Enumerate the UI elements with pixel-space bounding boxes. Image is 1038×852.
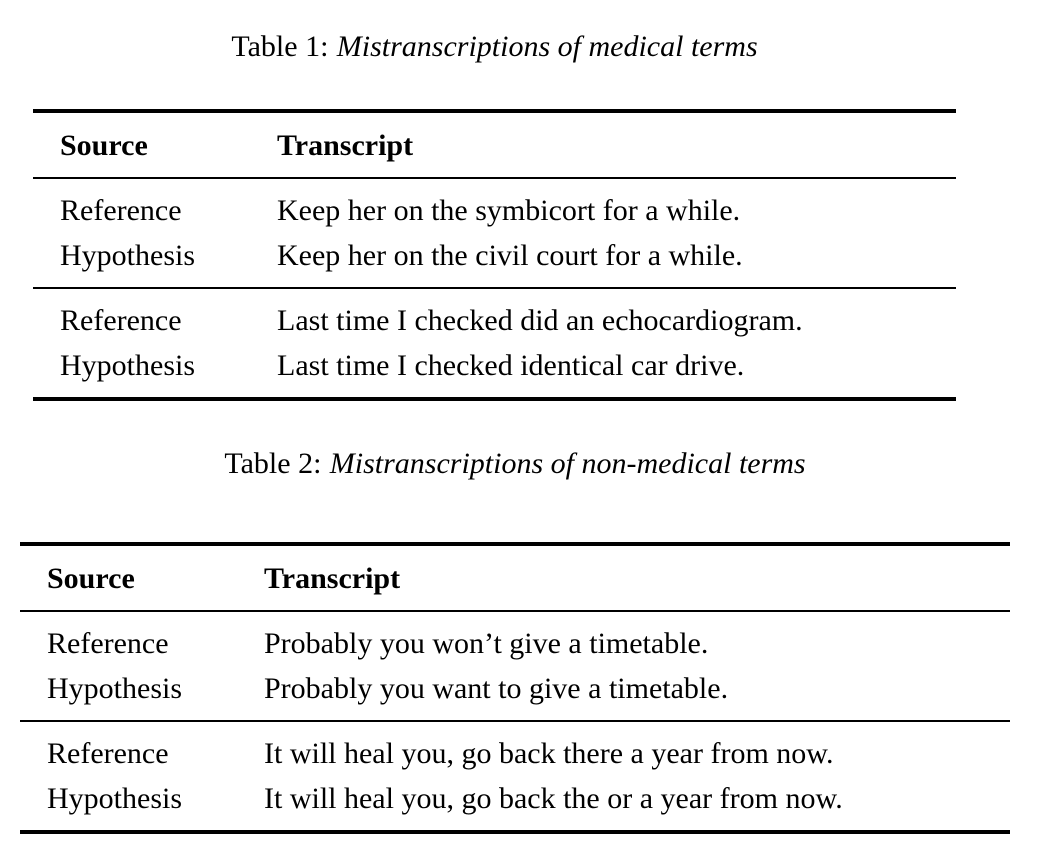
table-1-header-row <box>33 113 956 179</box>
source-cell: Reference <box>60 194 182 227</box>
table-1-caption <box>33 26 956 68</box>
table-2-caption-label: Table 2: <box>224 447 322 480</box>
table-1-header-source: Source <box>60 129 148 162</box>
table-2-caption <box>20 443 1010 485</box>
source-cell: Reference <box>60 304 182 337</box>
table-row <box>20 621 1010 666</box>
transcript-cell: Probably you won’t give a timetable. <box>264 627 709 660</box>
table-row <box>20 666 1010 711</box>
source-cell: Hypothesis <box>60 349 195 382</box>
transcript-cell: Keep her on the civil court for a while. <box>277 239 743 272</box>
table-row <box>20 731 1010 776</box>
table-row <box>33 233 956 278</box>
table-1-caption-title: Mistranscriptions of medical terms <box>336 30 758 63</box>
transcript-cell: It will heal you, go back there a year from now. <box>264 737 834 770</box>
source-cell: Reference <box>47 627 169 660</box>
table-row <box>33 343 956 388</box>
table-row <box>33 188 956 233</box>
table-2-header-row <box>20 546 1010 612</box>
source-cell: Reference <box>47 737 169 770</box>
figure-table-2 <box>20 443 1010 834</box>
table-2-group-1 <box>20 612 1010 722</box>
table-2 <box>20 542 1010 834</box>
source-cell: Hypothesis <box>47 782 182 815</box>
table-1-header-transcript: Transcript <box>277 129 414 162</box>
table-2-group-2 <box>20 722 1010 830</box>
source-cell: Hypothesis <box>60 239 195 272</box>
table-2-header-source: Source <box>47 562 135 595</box>
table-1 <box>33 109 956 401</box>
table-2-header-transcript: Transcript <box>264 562 401 595</box>
transcript-cell: It will heal you, go back the or a year from now. <box>264 782 843 815</box>
transcript-cell: Keep her on the symbicort for a while. <box>277 194 741 227</box>
transcript-cell: Last time I checked did an echocardiogram. <box>277 304 803 337</box>
table-1-group-1 <box>33 179 956 289</box>
table-1-caption-label: Table 1: <box>231 30 329 63</box>
source-cell: Hypothesis <box>47 672 182 705</box>
table-row <box>20 776 1010 821</box>
table-row <box>33 298 956 343</box>
figure-table-1 <box>33 26 956 401</box>
table-1-group-2 <box>33 289 956 397</box>
transcript-cell: Probably you want to give a timetable. <box>264 672 729 705</box>
table-2-caption-title: Mistranscriptions of non-medical terms <box>329 447 806 480</box>
transcript-cell: Last time I checked identical car drive. <box>277 349 745 382</box>
